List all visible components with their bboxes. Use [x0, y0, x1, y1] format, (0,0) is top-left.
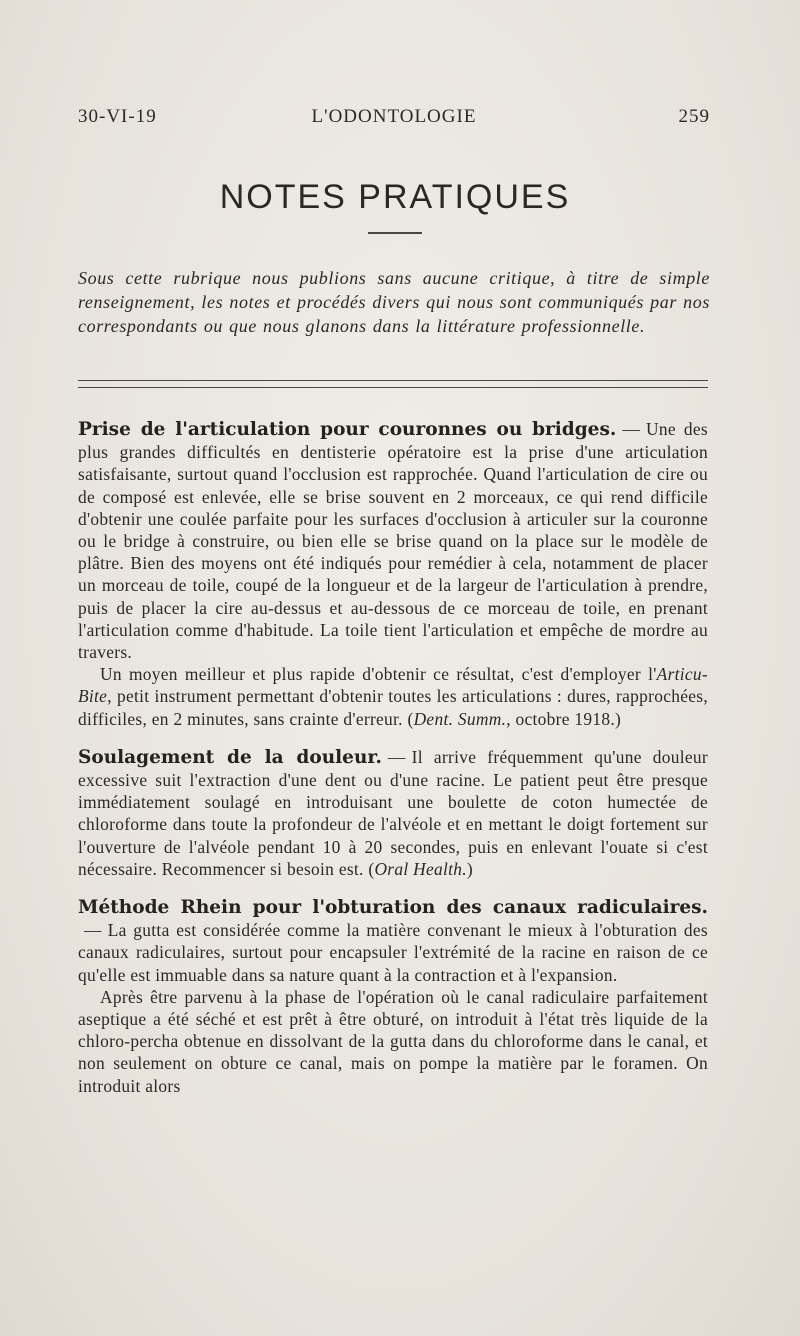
section-heading: Soulagement de la douleur.	[78, 746, 382, 768]
section-heading: Prise de l'articulation pour couronnes ou bridges.	[78, 419, 617, 440]
paragraph-text: La gutta est considérée comme la matière convenant le mieux à l'obturation des canaux radiculaires, surtout pour encapsuler l'extrémité de la racine en raison de ce qu'elle est immuable dans sa nature quant à la contraction et à l'expansion.	[78, 920, 708, 985]
intro-paragraph: Sous cette rubrique nous publions sans aucune critique, à titre de simple renseignement, les notes et procédés divers qui nous sont communiqués par nos correspondants ou que nous glanons dans la littérature professionnelle.	[78, 268, 710, 336]
paragraph-text: Après être parvenu à la phase de l'opération où le canal radiculaire parfaitement aseptique a été séché et est prêt à être obturé, on introduit à l'état très liquide de la chloro-percha obtenue en dissolvant de la gutta dans du chloroforme dans le canal, et non seulement on obture ce canal, mais on pompe la matière par le foramen. On introduit alors	[78, 986, 708, 1096]
paragraph-text: , octobre 1918.)	[506, 708, 622, 729]
paragraph-text: , petit instrument permettant d'obtenir toutes les articulations : dures, rapprochées, difficiles, en 2 minutes, sans crainte d'erreur. (	[78, 686, 708, 729]
paragraph	[78, 418, 708, 663]
paragraph	[78, 663, 708, 730]
page-number: 259	[678, 106, 710, 127]
paragraph-text: )	[466, 858, 474, 879]
section-articulation	[78, 418, 708, 730]
article-body	[78, 418, 708, 1097]
source-citation: Dent. Summ.	[413, 708, 507, 729]
instrument-name: Articu-Bite	[78, 664, 708, 707]
heading-dash: —	[387, 746, 406, 767]
section-divider	[78, 380, 708, 388]
source-citation: Oral Health.	[374, 858, 467, 879]
heading-dash: —	[84, 920, 102, 941]
section-methode-rhein	[78, 896, 708, 1097]
journal-name: L'ODONTOLOGIE	[311, 106, 477, 127]
paragraph-text: Il arrive fréquemment qu'une douleur excessive suit l'extraction d'une dent ou d'une racine. Le patient peut être presque immédiatement soulagé en introduisant une boulette de coton humectée de chloroforme dans toute la profondeur de l'alvéole et en mettant le doigt fortement sur l'ouverture de l'alvéole pendant 10 à 20 secondes, puis en enlevant l'ouate si c'est nécessaire. Recommencer si besoin est. (	[78, 746, 709, 879]
paragraph	[78, 986, 708, 1097]
paragraph-text: Une des plus grandes difficultés en dentisterie opératoire est la prise d'une articulation satisfaisante, surtout quand l'occlusion est rapprochée. Quand l'articulation de cire ou de composé est enlevée, elle se brise souvent en 2 morceaux, ce qui rend difficile d'obtenir une coulée parfaite pour les surfaces d'occlusion à articuler sur la couronne ou le bridge à construire, ou bien elle se brise quand on la place sur le modèle de plâtre. Bien des moyens ont été indiqués pour remédier à cela, notamment de placer un morceau de toile, coupé de la longueur et de la largeur de l'articulation à prendre, puis de placer la cire au-dessus et au-dessous de ce morceau de toile, en prenant l'articulation comme d'habitude. La toile tient l'articulation et empêche de mordre au travers.	[78, 419, 708, 663]
paragraph	[78, 896, 708, 986]
heading-dash: —	[622, 419, 641, 439]
paragraph-text: Un moyen meilleur et plus rapide d'obtenir ce résultat, c'est d'employer l'	[100, 664, 657, 685]
paragraph	[78, 746, 708, 880]
running-head	[78, 106, 710, 136]
issue-date: 30-VI-19	[78, 106, 157, 127]
page-title: NOTES PRATIQUES	[219, 178, 571, 216]
title-rule	[368, 232, 422, 234]
section-heading: Méthode Rhein pour l'obturation des canaux radiculaires.	[78, 897, 708, 919]
section-douleur	[78, 746, 708, 880]
